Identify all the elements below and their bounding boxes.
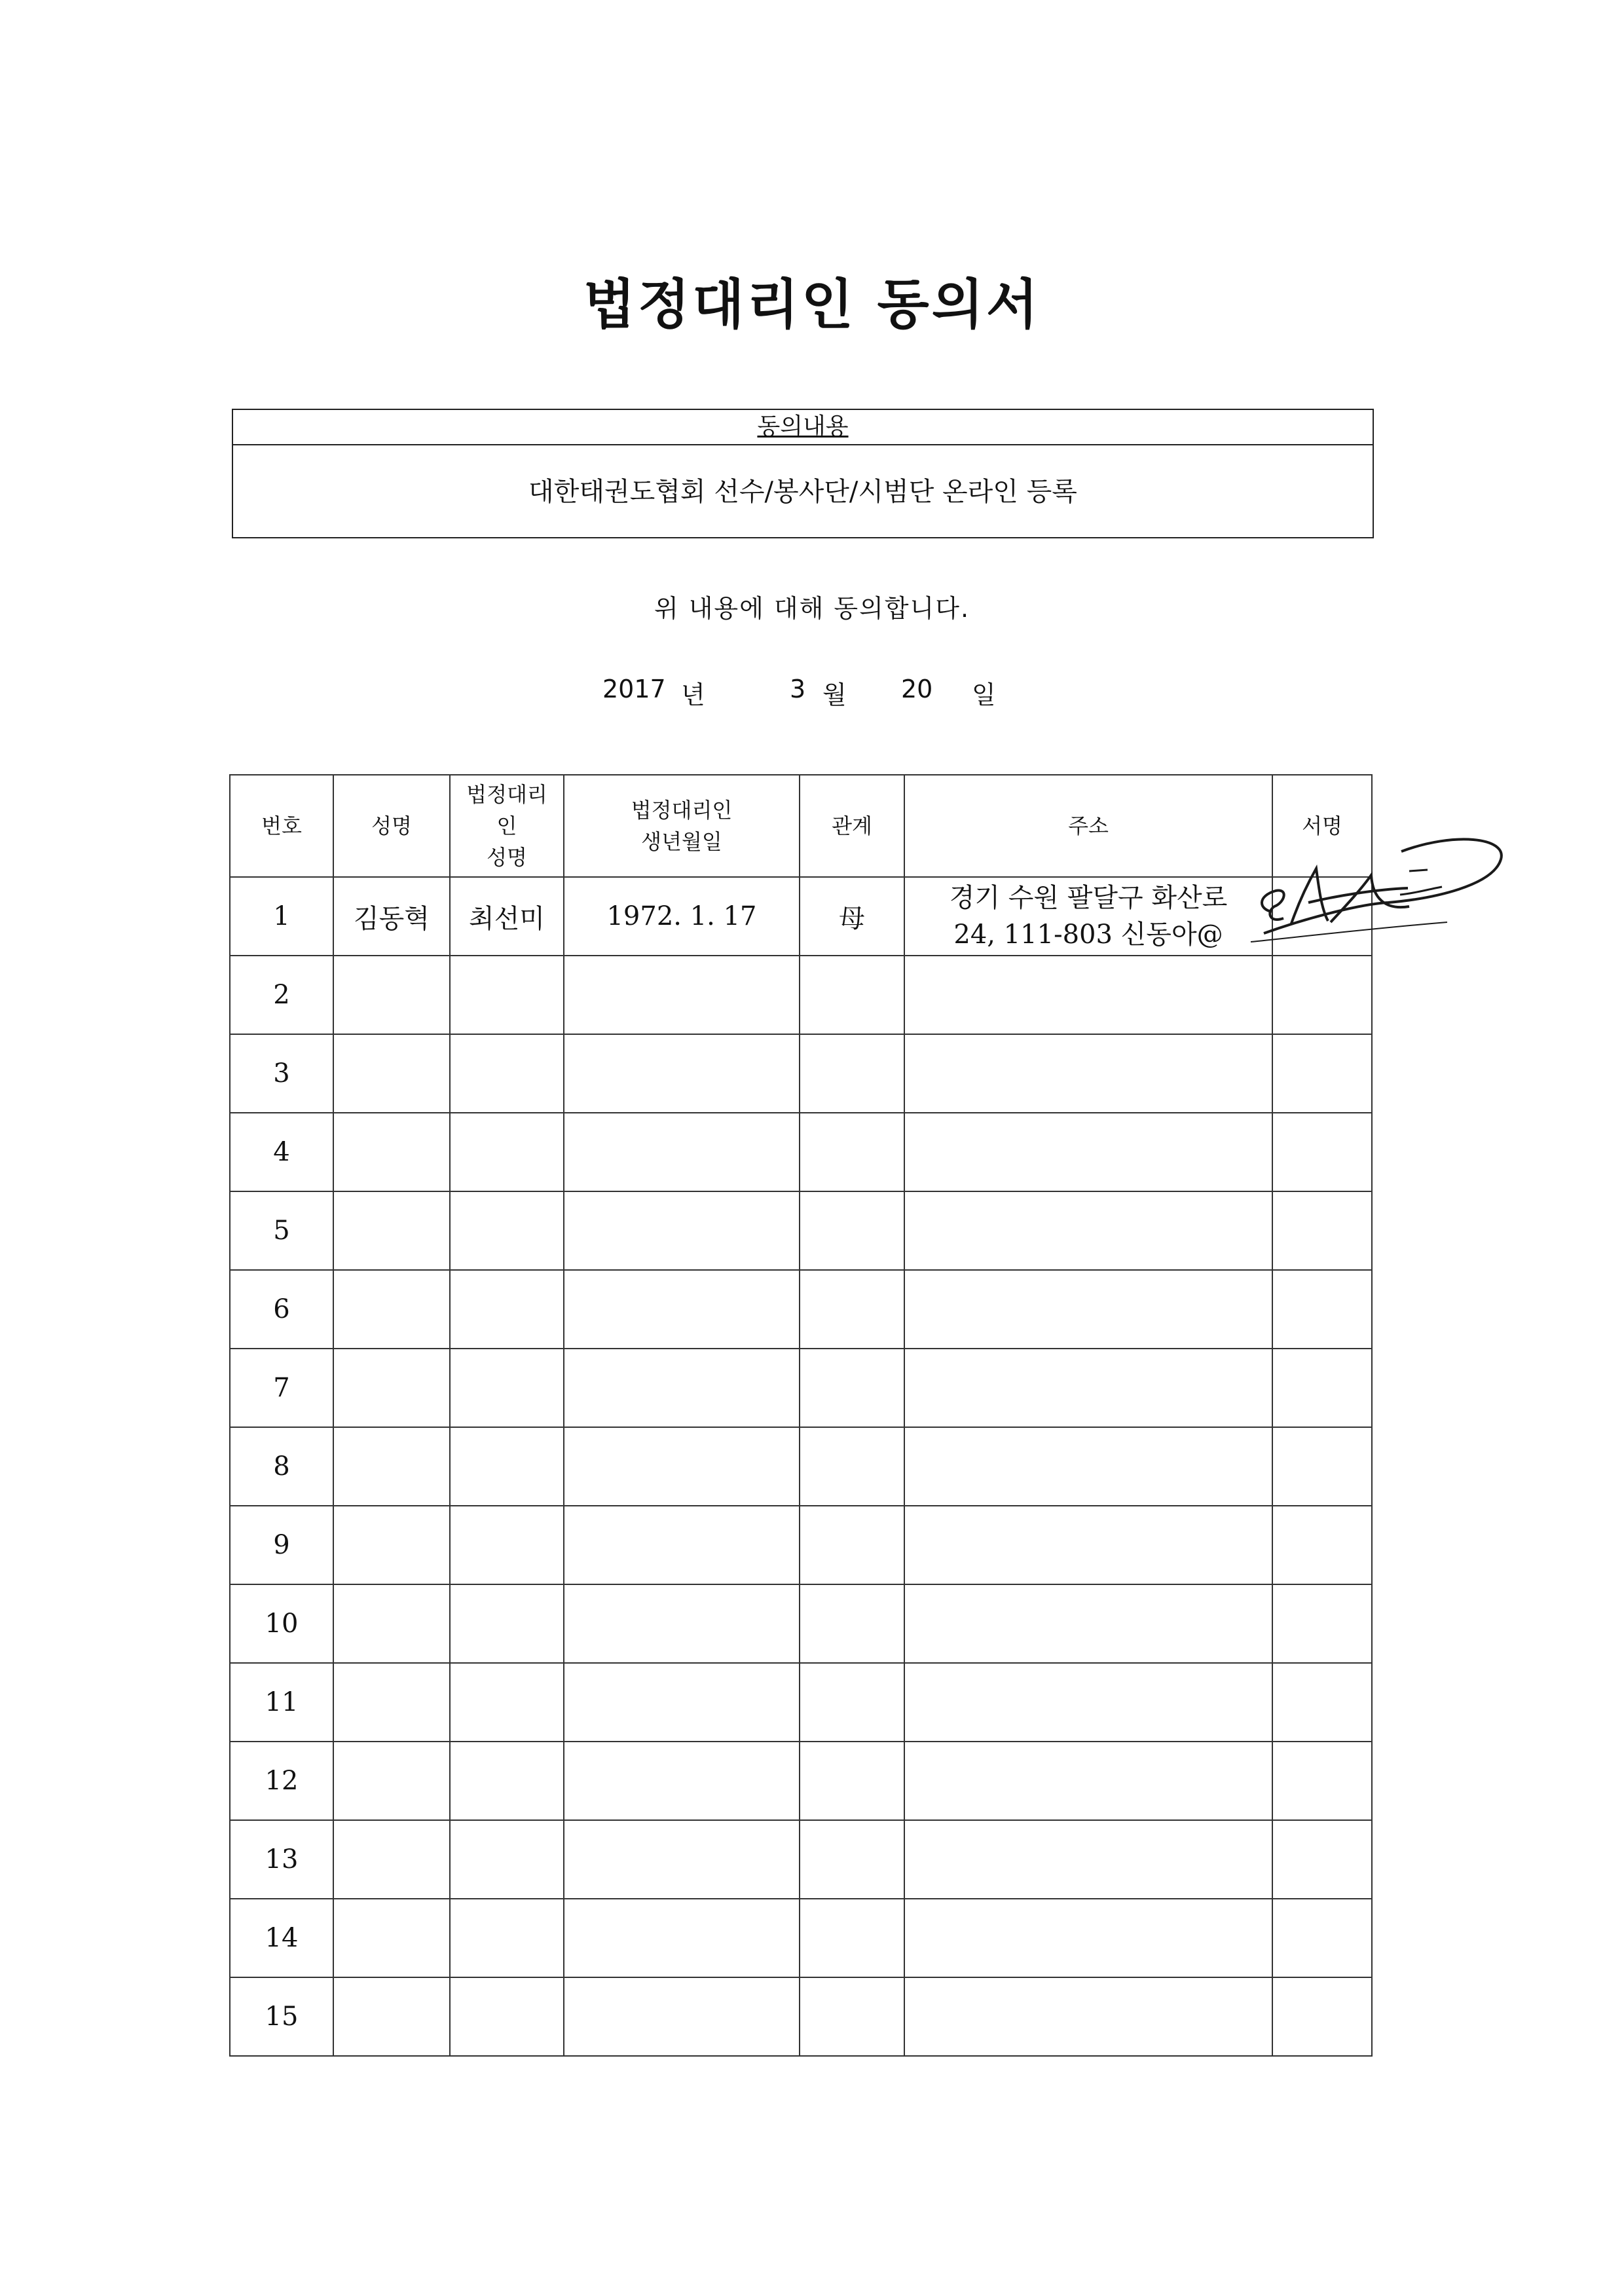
cell-address bbox=[904, 1506, 1272, 1584]
cell-number: 8 bbox=[230, 1427, 333, 1506]
cell-guardian-birth bbox=[564, 1349, 800, 1427]
cell-name bbox=[333, 1034, 450, 1113]
cell-signature bbox=[1272, 1349, 1372, 1427]
cell-number: 13 bbox=[230, 1820, 333, 1899]
table-row bbox=[230, 1191, 1372, 1270]
cell-guardian-name bbox=[450, 1034, 564, 1113]
cell-relation bbox=[800, 1506, 904, 1584]
cell-signature bbox=[1272, 1663, 1372, 1742]
header-guardian-birth-line2: 생년월일 bbox=[641, 829, 722, 854]
cell-guardian-name bbox=[450, 1349, 564, 1427]
cell-guardian-birth bbox=[564, 1506, 800, 1584]
table-row bbox=[230, 1034, 1372, 1113]
cell-guardian-name bbox=[450, 1506, 564, 1584]
cell-guardian-name bbox=[450, 1742, 564, 1820]
table-row bbox=[230, 1113, 1372, 1191]
cell-relation bbox=[800, 1977, 904, 2056]
header-guardian-birth-line1: 법정대리인 bbox=[631, 798, 733, 823]
table-row bbox=[230, 1270, 1372, 1349]
consent-content: 대한태권도협회 선수/봉사단/시범단 온라인 등록 bbox=[528, 477, 1077, 507]
cell-guardian-birth bbox=[564, 1663, 800, 1742]
cell-relation bbox=[800, 1584, 904, 1663]
cell-relation bbox=[800, 1270, 904, 1349]
guardian-consent-table bbox=[229, 774, 1373, 2057]
cell-guardian-birth bbox=[564, 1034, 800, 1113]
cell-signature bbox=[1272, 1820, 1372, 1899]
cell-address bbox=[904, 956, 1272, 1034]
cell-address bbox=[904, 1191, 1272, 1270]
cell-guardian-name bbox=[450, 1191, 564, 1270]
cell-name bbox=[333, 956, 450, 1034]
cell-guardian-name bbox=[450, 1270, 564, 1349]
table-row bbox=[230, 877, 1372, 956]
table-row bbox=[230, 1506, 1372, 1584]
cell-relation bbox=[800, 1034, 904, 1113]
cell-address bbox=[904, 1820, 1272, 1899]
cell-number: 11 bbox=[230, 1663, 333, 1742]
cell-address bbox=[904, 1034, 1272, 1113]
table-body bbox=[230, 877, 1372, 2056]
cell-address bbox=[904, 1899, 1272, 1977]
header-relation: 관계 bbox=[800, 775, 904, 877]
cell-guardian-name bbox=[450, 1663, 564, 1742]
cell-guardian-name bbox=[450, 1427, 564, 1506]
cell-relation bbox=[800, 1899, 904, 1977]
cell-number: 5 bbox=[230, 1191, 333, 1270]
cell-address bbox=[904, 1742, 1272, 1820]
cell-guardian-name bbox=[450, 1977, 564, 2056]
header-guardian-birth bbox=[564, 775, 800, 877]
consent-heading: 동의내용 bbox=[757, 413, 849, 440]
cell-guardian-name: 최선미 bbox=[450, 877, 564, 956]
table-row bbox=[230, 1349, 1372, 1427]
cell-relation bbox=[800, 1742, 904, 1820]
cell-relation bbox=[800, 1113, 904, 1191]
cell-signature bbox=[1272, 1584, 1372, 1663]
cell-signature bbox=[1272, 1191, 1372, 1270]
cell-signature bbox=[1272, 1034, 1372, 1113]
cell-relation: 母 bbox=[800, 877, 904, 956]
cell-relation bbox=[800, 1427, 904, 1506]
agreement-statement: 위 내용에 대해 동의합니다. bbox=[654, 594, 970, 623]
header-guardian-name-line2: 인 bbox=[496, 813, 517, 838]
date-month-unit: 월 bbox=[822, 681, 847, 709]
cell-signature bbox=[1272, 1742, 1372, 1820]
cell-signature bbox=[1272, 1977, 1372, 2056]
cell-guardian-name bbox=[450, 1820, 564, 1899]
cell-number: 15 bbox=[230, 1977, 333, 2056]
cell-signature bbox=[1272, 1270, 1372, 1349]
table-row bbox=[230, 1663, 1372, 1742]
cell-guardian-name bbox=[450, 956, 564, 1034]
cell-number: 10 bbox=[230, 1584, 333, 1663]
cell-guardian-name bbox=[450, 1899, 564, 1977]
cell-signature bbox=[1272, 956, 1372, 1034]
cell-guardian-birth: 1972. 1. 17 bbox=[564, 877, 800, 956]
cell-address bbox=[904, 1977, 1272, 2056]
header-name: 성명 bbox=[333, 775, 450, 877]
cell-address bbox=[904, 1427, 1272, 1506]
cell-name bbox=[333, 1899, 450, 1977]
cell-name bbox=[333, 1820, 450, 1899]
cell-guardian-birth bbox=[564, 1977, 800, 2056]
consent-box bbox=[232, 409, 1374, 538]
cell-guardian-birth bbox=[564, 1899, 800, 1977]
cell-number: 14 bbox=[230, 1899, 333, 1977]
date-line bbox=[0, 675, 1624, 707]
date-year: 2017 bbox=[602, 675, 666, 703]
cell-name bbox=[333, 1113, 450, 1191]
cell-number: 12 bbox=[230, 1742, 333, 1820]
table-row bbox=[230, 1977, 1372, 2056]
cell-guardian-birth bbox=[564, 1270, 800, 1349]
date-year-unit: 년 bbox=[681, 681, 705, 709]
cell-name bbox=[333, 1977, 450, 2056]
header-guardian-name bbox=[450, 775, 564, 877]
cell-relation bbox=[800, 956, 904, 1034]
cell-name bbox=[333, 1742, 450, 1820]
cell-name bbox=[333, 1191, 450, 1270]
cell-address bbox=[904, 1663, 1272, 1742]
cell-guardian-name bbox=[450, 1113, 564, 1191]
table-row bbox=[230, 956, 1372, 1034]
cell-signature bbox=[1272, 1506, 1372, 1584]
cell-guardian-birth bbox=[564, 1584, 800, 1663]
date-day-unit: 일 bbox=[972, 681, 996, 709]
cell-name bbox=[333, 1270, 450, 1349]
address-line: 경기 수원 팔달구 화산로 bbox=[949, 883, 1228, 913]
cell-number: 7 bbox=[230, 1349, 333, 1427]
header-guardian-name-line1: 법정대리 bbox=[466, 782, 547, 807]
cell-guardian-birth bbox=[564, 1427, 800, 1506]
cell-relation bbox=[800, 1349, 904, 1427]
address-line: 24, 111-803 신동아@ bbox=[953, 920, 1223, 950]
table-row bbox=[230, 1820, 1372, 1899]
cell-guardian-birth bbox=[564, 1820, 800, 1899]
cell-name bbox=[333, 1506, 450, 1584]
date-day: 20 bbox=[901, 675, 933, 703]
table-header-row bbox=[230, 775, 1372, 877]
cell-name bbox=[333, 1349, 450, 1427]
handwritten-signature bbox=[1238, 825, 1513, 956]
cell-guardian-birth bbox=[564, 1191, 800, 1270]
cell-number: 9 bbox=[230, 1506, 333, 1584]
cell-address bbox=[904, 877, 1272, 956]
header-address: 주소 bbox=[904, 775, 1272, 877]
cell-guardian-birth bbox=[564, 1113, 800, 1191]
cell-guardian-birth bbox=[564, 1742, 800, 1820]
cell-name: 김동혁 bbox=[333, 877, 450, 956]
header-guardian-name-line3: 성명 bbox=[487, 845, 527, 870]
table-row bbox=[230, 1899, 1372, 1977]
date-month: 3 bbox=[790, 675, 806, 703]
cell-name bbox=[333, 1584, 450, 1663]
table-row bbox=[230, 1584, 1372, 1663]
cell-address bbox=[904, 1270, 1272, 1349]
cell-address bbox=[904, 1113, 1272, 1191]
cell-relation bbox=[800, 1820, 904, 1899]
cell-number: 4 bbox=[230, 1113, 333, 1191]
cell-relation bbox=[800, 1191, 904, 1270]
cell-signature bbox=[1272, 1899, 1372, 1977]
cell-guardian-name bbox=[450, 1584, 564, 1663]
cell-name bbox=[333, 1663, 450, 1742]
header-number: 번호 bbox=[230, 775, 333, 877]
cell-number: 2 bbox=[230, 956, 333, 1034]
cell-number: 1 bbox=[230, 877, 333, 956]
cell-signature bbox=[1272, 1427, 1372, 1506]
cell-number: 3 bbox=[230, 1034, 333, 1113]
header-signature: 서명 bbox=[1272, 775, 1372, 877]
cell-relation bbox=[800, 1663, 904, 1742]
page-title: 법정대리인 동의서 bbox=[583, 274, 1041, 336]
cell-number: 6 bbox=[230, 1270, 333, 1349]
cell-address bbox=[904, 1349, 1272, 1427]
consent-heading-row bbox=[233, 410, 1373, 445]
cell-guardian-birth bbox=[564, 956, 800, 1034]
cell-name bbox=[333, 1427, 450, 1506]
cell-signature bbox=[1272, 1113, 1372, 1191]
cell-address bbox=[904, 1584, 1272, 1663]
table-row bbox=[230, 1427, 1372, 1506]
table-row bbox=[230, 1742, 1372, 1820]
